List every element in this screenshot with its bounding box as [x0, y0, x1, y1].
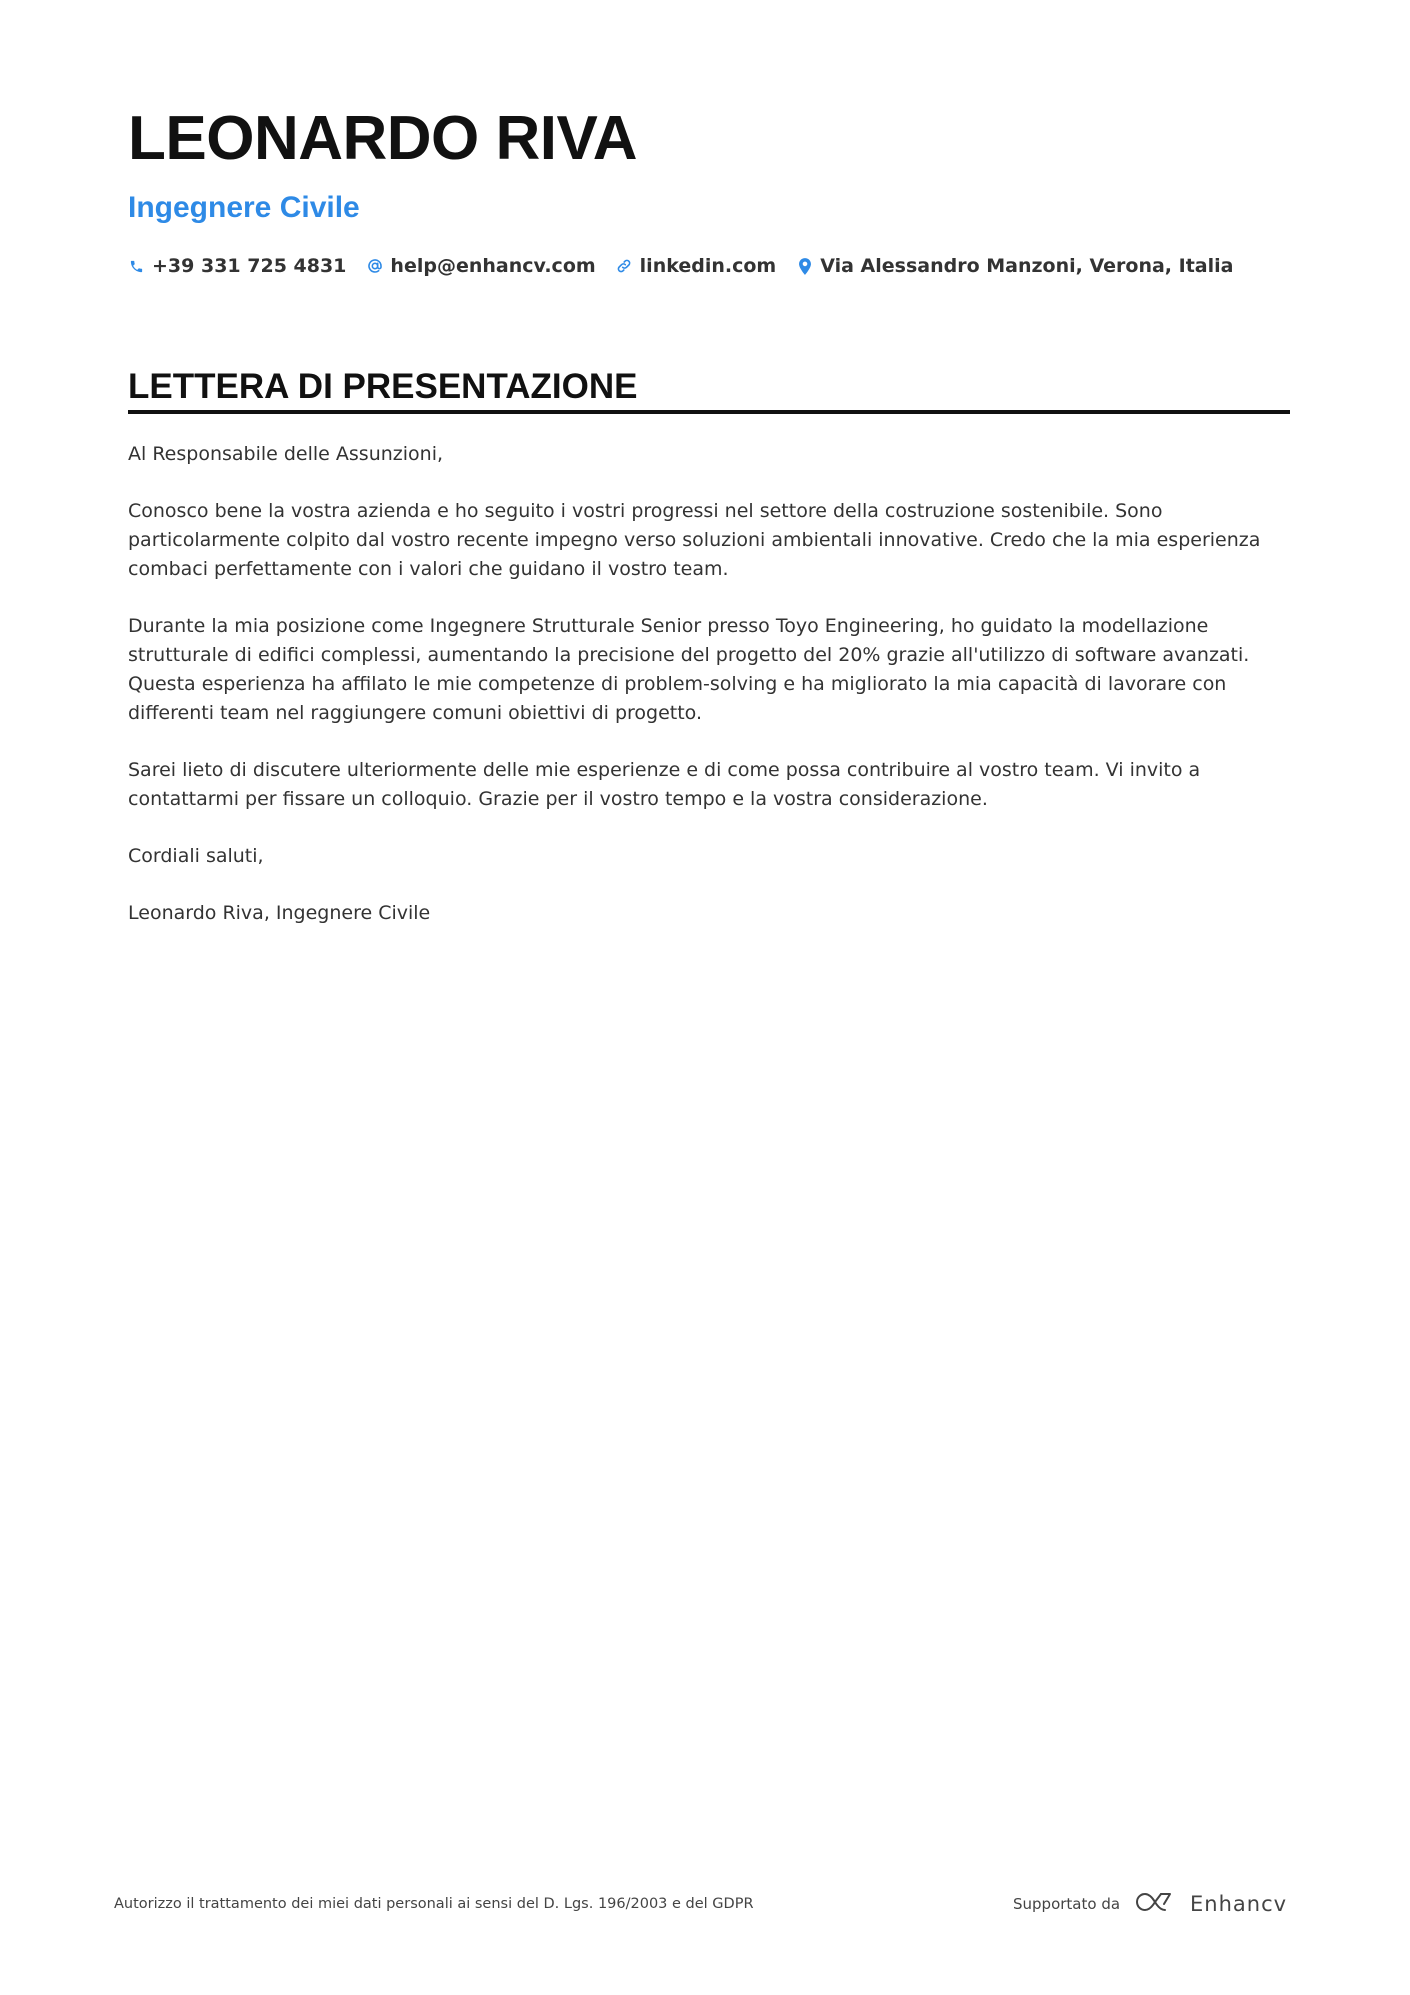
letter-signature: Leonardo Riva, Ingegnere Civile [128, 902, 431, 924]
contact-bar [128, 255, 1233, 277]
enhancv-logo-icon [1132, 1890, 1178, 1918]
letter-closing: Cordiali saluti, [128, 845, 264, 867]
letter-paragraph: Sarei lieto di discutere ulteriormente delle mie esperienze e di come possa contribuire al vostro team. Vi invito a contattarmi per fissare un colloquio. Grazie per il vostro tempo e la vostra considerazione. [128, 759, 1201, 810]
brand-name: Enhancv [1190, 1892, 1288, 1916]
powered-by[interactable] [1013, 1890, 1287, 1918]
contact-address-text: Via Alessandro Manzoni, Verona, Italia [820, 255, 1234, 277]
letter-paragraph: Conosco bene la vostra azienda e ho seguito i vostri progressi nel settore della costruzione sostenibile. Sono particolarmente colpito dal vostro recente impegno verso soluzioni ambientali innovative. Credo che la mia esperienza combaci perfettamente con i valori che guidano il vostro team. [128, 500, 1261, 580]
applicant-name: LEONARDO RIVA [128, 104, 638, 173]
phone-icon [128, 258, 145, 275]
applicant-role: Ingegnere Civile [128, 191, 360, 224]
link-icon [616, 258, 633, 275]
letter-body [128, 440, 1290, 956]
location-pin-icon [796, 258, 813, 275]
contact-email-text: help@enhancv.com [390, 255, 596, 277]
section-divider [128, 410, 1290, 414]
brand-logo [1132, 1890, 1287, 1918]
contact-linkedin-text: linkedin.com [639, 255, 777, 277]
contact-email[interactable] [366, 255, 595, 277]
contact-phone-text: +39 331 725 4831 [152, 255, 347, 277]
contact-phone [128, 255, 346, 277]
at-icon [366, 258, 383, 275]
letter-paragraph: Durante la mia posizione come Ingegnere Strutturale Senior presso Toyo Engineering, ho guidato la modellazione strutturale di edifici complessi, aumentando la precisione del progetto del 20% grazie all'utilizzo di software avanzati. Questa esperienza ha affilato le mie competenze di problem-solving e ha migliorato la mia capacità di lavorare con differenti team nel raggiungere comuni obiettivi di progetto. [128, 615, 1250, 724]
powered-by-label: Supportato da [1013, 1895, 1121, 1913]
contact-address [796, 255, 1233, 277]
section-title: LETTERA DI PRESENTAZIONE [128, 367, 638, 406]
contact-linkedin[interactable] [616, 255, 777, 277]
letter-greeting: Al Responsabile delle Assunzioni, [128, 443, 444, 465]
privacy-consent-note: Autorizzo il trattamento dei miei dati personali ai sensi del D. Lgs. 196/2003 e del GDPR [114, 1896, 754, 1912]
